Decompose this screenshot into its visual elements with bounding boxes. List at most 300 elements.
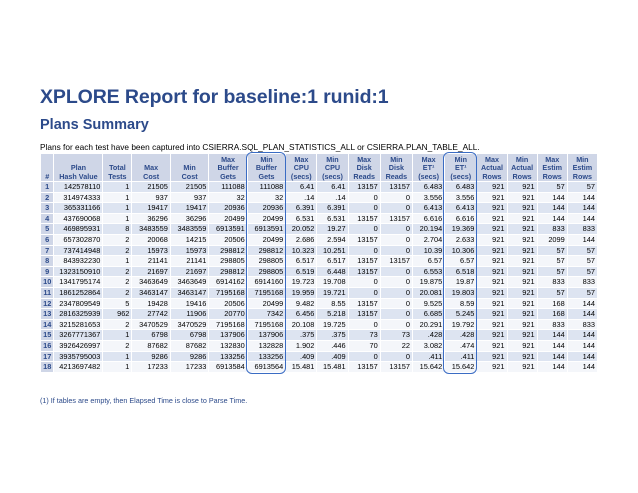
table-cell: 21141	[171, 256, 208, 266]
table-cell: 19.27	[317, 224, 347, 234]
table-cell: 921	[508, 203, 537, 213]
column-header-line: Min	[576, 154, 589, 164]
table-cell: 921	[508, 299, 537, 309]
row-number: 1	[41, 182, 53, 192]
table-cell: 833	[538, 320, 567, 330]
table-cell: 57	[538, 182, 567, 192]
table-cell: .409	[286, 352, 316, 362]
table-row	[41, 235, 597, 245]
row-number: 4	[41, 214, 53, 224]
column-header-line: (secs)	[290, 171, 312, 181]
table-cell: 20.081	[413, 288, 444, 298]
table-row	[41, 288, 597, 298]
table-cell: 469895931	[54, 224, 102, 234]
table-cell: 298805	[248, 256, 285, 266]
table-cell: 137906	[248, 330, 285, 340]
column-header-line: (secs)	[322, 171, 343, 181]
table-cell: 6.483	[445, 182, 476, 192]
table-cell: 0	[349, 277, 380, 287]
table-cell: 15.481	[317, 362, 347, 372]
table-cell: .411	[445, 352, 476, 362]
table-row	[41, 214, 597, 224]
table-cell: 921	[477, 320, 506, 330]
table-cell: 21697	[132, 267, 169, 277]
table-cell: 144	[568, 362, 597, 372]
table-cell: 144	[538, 341, 567, 351]
row-number: 14	[41, 320, 53, 330]
table-cell: 7195168	[209, 320, 246, 330]
table-cell: 57	[568, 246, 597, 256]
table-cell: .409	[317, 352, 347, 362]
table-cell: 921	[508, 246, 537, 256]
table-cell: 19.959	[286, 288, 316, 298]
table-cell: 87682	[132, 341, 169, 351]
table-cell: 1.902	[286, 341, 316, 351]
table-cell: 8.55	[317, 299, 347, 309]
table-cell: 13157	[349, 182, 380, 192]
table-cell: 73	[381, 330, 412, 340]
table-cell: 132830	[209, 341, 246, 351]
table-cell: 298812	[248, 246, 285, 256]
column-header-line: Min	[515, 154, 529, 164]
table-cell: 13157	[349, 235, 380, 245]
table-cell: 6.391	[286, 203, 316, 213]
table-row	[41, 299, 597, 309]
table-cell: 6798	[171, 330, 208, 340]
table-cell: 3463147	[171, 288, 208, 298]
column-header-line: Max	[294, 154, 309, 164]
column-header-line: Rows	[512, 171, 532, 181]
table-cell: 144	[568, 193, 597, 203]
table-cell: 3463649	[132, 277, 169, 287]
table-cell: 19.708	[317, 277, 347, 287]
table-cell: 921	[477, 352, 506, 362]
table-cell: 1	[103, 352, 131, 362]
table-cell: 9.482	[286, 299, 316, 309]
table-cell: 144	[568, 235, 597, 245]
table-cell: 0	[349, 246, 380, 256]
table-cell: 2	[103, 277, 131, 287]
table-cell: 921	[477, 224, 506, 234]
column-header	[54, 154, 102, 181]
column-header-line: Min	[183, 163, 196, 173]
table-cell: 6.616	[445, 214, 476, 224]
table-cell: 13157	[349, 299, 380, 309]
table-cell: 921	[477, 182, 506, 192]
column-header	[349, 154, 380, 181]
table-cell: 2	[103, 320, 131, 330]
table-cell: 737414948	[54, 246, 102, 256]
column-header-line: Estim	[572, 163, 593, 173]
table-cell: 6.57	[413, 256, 444, 266]
table-cell: 70	[349, 341, 380, 351]
table-cell: 921	[477, 309, 506, 319]
table-cell: 20936	[209, 203, 246, 213]
column-header-line: Actual	[511, 163, 534, 173]
table-cell: 4213697482	[54, 362, 102, 372]
table-cell: 921	[508, 267, 537, 277]
column-header-line: Min	[260, 154, 273, 164]
table-cell: 132828	[248, 341, 285, 351]
table-cell: 3.082	[413, 341, 444, 351]
column-header	[508, 154, 537, 181]
table-cell: 6.483	[413, 182, 444, 192]
table-cell: 2816325939	[54, 309, 102, 319]
table-cell: 2	[103, 288, 131, 298]
table-cell: 19.723	[286, 277, 316, 287]
table-row	[41, 182, 597, 192]
table-cell: 6.685	[413, 309, 444, 319]
table-cell: 2.704	[413, 235, 444, 245]
table-cell: .428	[413, 330, 444, 340]
table-cell: 36296	[132, 214, 169, 224]
table-cell: 833	[538, 277, 567, 287]
table-cell: 9.525	[413, 299, 444, 309]
table-cell: 1	[103, 193, 131, 203]
table-cell: 3483559	[171, 224, 208, 234]
table-cell: .14	[286, 193, 316, 203]
table-cell: 0	[381, 267, 412, 277]
table-cell: 0	[381, 288, 412, 298]
table-cell: 13157	[381, 182, 412, 192]
table-cell: 6.519	[286, 267, 316, 277]
table-cell: 1	[103, 330, 131, 340]
row-number: 5	[41, 224, 53, 234]
table-cell: 10.39	[413, 246, 444, 256]
table-cell: .375	[286, 330, 316, 340]
table-cell: 1323150910	[54, 267, 102, 277]
table-body	[41, 182, 597, 372]
table-cell: 833	[568, 277, 597, 287]
table-cell: 144	[538, 330, 567, 340]
table-cell: 921	[508, 182, 537, 192]
table-cell: 921	[477, 288, 506, 298]
table-cell: 2	[103, 246, 131, 256]
table-cell: 13157	[381, 214, 412, 224]
table-cell: 2	[103, 267, 131, 277]
table-cell: 6.448	[317, 267, 347, 277]
table-cell: 3935795003	[54, 352, 102, 362]
table-cell: 298805	[248, 267, 285, 277]
table-cell: 32	[248, 193, 285, 203]
table-cell: 0	[349, 193, 380, 203]
section-title: Plans Summary	[40, 117, 149, 133]
table-cell: 142578110	[54, 182, 102, 192]
row-number: 18	[41, 362, 53, 372]
table-cell: 6.518	[445, 267, 476, 277]
table-cell: 0	[381, 299, 412, 309]
table-cell: 7195168	[248, 320, 285, 330]
table-cell: 365331166	[54, 203, 102, 213]
table-cell: 921	[508, 341, 537, 351]
table-cell: 8.59	[445, 299, 476, 309]
table-cell: 36296	[171, 214, 208, 224]
table-cell: 0	[349, 224, 380, 234]
table-cell: 921	[477, 235, 506, 245]
table-cell: 137906	[209, 330, 246, 340]
table-cell: 20936	[248, 203, 285, 213]
column-header	[381, 154, 412, 181]
table-cell: 19.369	[445, 224, 476, 234]
table-cell: 10.323	[286, 246, 316, 256]
column-header-line: Reads	[353, 171, 375, 181]
table-cell: 8	[103, 224, 131, 234]
table-cell: 87682	[171, 341, 208, 351]
table-cell: 13157	[349, 214, 380, 224]
table-cell: 19.803	[445, 288, 476, 298]
table-cell: 921	[477, 341, 506, 351]
table-cell: 57	[568, 267, 597, 277]
column-header	[103, 154, 131, 181]
row-number: 17	[41, 352, 53, 362]
table-cell: 921	[477, 246, 506, 256]
table-cell: 6.41	[286, 182, 316, 192]
table-cell: 0	[381, 193, 412, 203]
column-header-line: CPU	[324, 163, 341, 173]
table-cell: 833	[568, 224, 597, 234]
column-header-line: Buffer	[217, 163, 239, 173]
table-cell: 6.413	[445, 203, 476, 213]
table-cell: 833	[568, 320, 597, 330]
table-cell: 3926426997	[54, 341, 102, 351]
table-cell: 1861252864	[54, 288, 102, 298]
table-row	[41, 330, 597, 340]
table-cell: 298812	[209, 246, 246, 256]
table-cell: 6.531	[286, 214, 316, 224]
table-cell: 2.594	[317, 235, 347, 245]
row-number: 6	[41, 235, 53, 245]
table-cell: 19.875	[413, 277, 444, 287]
row-number: 7	[41, 246, 53, 256]
table-cell: 20499	[248, 235, 285, 245]
column-header-line: Plan	[70, 163, 86, 173]
column-header-line: Hash Value	[59, 171, 98, 181]
column-header-line: Actual	[480, 163, 503, 173]
table-cell: 17233	[132, 362, 169, 372]
table-cell: 144	[538, 203, 567, 213]
table-cell: 921	[477, 256, 506, 266]
table-cell: 13157	[381, 256, 412, 266]
table-cell: 133256	[248, 352, 285, 362]
column-header-line: Max	[484, 154, 499, 164]
footnote: (1) If tables are empty, then Elapsed Time is close to Parse Time.	[40, 396, 248, 405]
table-cell: 2.633	[445, 235, 476, 245]
table-cell: 921	[477, 203, 506, 213]
column-header	[413, 154, 444, 181]
table-cell: 13157	[349, 267, 380, 277]
table-cell: 0	[381, 235, 412, 245]
table-cell: 73	[349, 330, 380, 340]
column-header-line: Rows	[542, 171, 562, 181]
table-cell: 921	[477, 277, 506, 287]
table-cell: 20770	[209, 309, 246, 319]
table-cell: 6.57	[445, 256, 476, 266]
table-cell: 6.531	[317, 214, 347, 224]
table-cell: 21141	[132, 256, 169, 266]
column-header	[132, 154, 169, 181]
table-cell: 0	[381, 352, 412, 362]
column-header-line: Estim	[542, 163, 562, 173]
column-header-line: Disk	[388, 163, 404, 173]
table-cell: 0	[381, 320, 412, 330]
column-header-line: Buffer	[255, 163, 278, 173]
table-cell: 27742	[132, 309, 169, 319]
table-cell: 1	[103, 214, 131, 224]
column-header	[568, 154, 597, 181]
table-cell: 5.218	[317, 309, 347, 319]
table-cell: 6.391	[317, 203, 347, 213]
column-header-line: Disk	[356, 163, 372, 173]
table-cell: 3470529	[132, 320, 169, 330]
table-cell: 57	[568, 288, 597, 298]
table-cell: 6.41	[317, 182, 347, 192]
table-cell: 6.517	[286, 256, 316, 266]
table-cell: 7195168	[248, 288, 285, 298]
table-cell: 843932230	[54, 256, 102, 266]
column-header	[248, 154, 285, 181]
table-row	[41, 309, 597, 319]
column-header-line: Reads	[385, 171, 408, 181]
table-cell: 111088	[209, 182, 246, 192]
report-title: XPLORE Report for baseline:1 runid:1	[40, 86, 389, 108]
table-cell: 19.721	[317, 288, 347, 298]
column-header-line: ET¹	[422, 163, 435, 173]
table-cell: 6.616	[413, 214, 444, 224]
table-cell: 9286	[171, 352, 208, 362]
table-cell: 57	[538, 288, 567, 298]
table-cell: 13157	[381, 362, 412, 372]
table-cell: .375	[317, 330, 347, 340]
table-cell: 1	[103, 256, 131, 266]
table-cell: 17233	[171, 362, 208, 372]
column-header-line: Rows	[572, 171, 592, 181]
column-header-line: Rows	[482, 171, 502, 181]
table-cell: 21505	[171, 182, 208, 192]
table-cell: 0	[381, 277, 412, 287]
intro-text: Plans for each test have been captured into CSIERRA.SQL_PLAN_STATISTICS_ALL or CSIERRA.PLAN_TABLE_ALL.	[40, 142, 480, 152]
table-cell: 6798	[132, 330, 169, 340]
table-cell: 9286	[132, 352, 169, 362]
table-cell: 19416	[171, 299, 208, 309]
table-cell: 13157	[349, 256, 380, 266]
table-cell: 168	[538, 299, 567, 309]
table-cell: 2347809549	[54, 299, 102, 309]
table-cell: .428	[445, 330, 476, 340]
column-header-line: Gets	[220, 171, 237, 181]
table-cell: 15973	[171, 246, 208, 256]
table-cell: 921	[508, 362, 537, 372]
table-cell: 921	[508, 256, 537, 266]
table-cell: 15.642	[445, 362, 476, 372]
table-cell: 921	[508, 193, 537, 203]
column-header	[286, 154, 316, 181]
table-cell: 7342	[248, 309, 285, 319]
table-cell: 15.481	[286, 362, 316, 372]
table-cell: 937	[171, 193, 208, 203]
table-cell: 57	[538, 246, 567, 256]
table-cell: .411	[413, 352, 444, 362]
column-header-line: Cost	[181, 171, 198, 181]
table-cell: 3470529	[171, 320, 208, 330]
table-cell: 15973	[132, 246, 169, 256]
table-cell: .446	[317, 341, 347, 351]
table-cell: 6914160	[248, 277, 285, 287]
table-cell: 21505	[132, 182, 169, 192]
table-cell: 5	[103, 299, 131, 309]
table-cell: 11906	[171, 309, 208, 319]
column-header-line: Max	[357, 154, 372, 164]
table-cell: 437690068	[54, 214, 102, 224]
table-cell: 20.052	[286, 224, 316, 234]
column-header-line: (secs)	[418, 171, 439, 181]
table-cell: 298812	[209, 267, 246, 277]
row-number: 2	[41, 193, 53, 203]
table-cell: 6.517	[317, 256, 347, 266]
table-cell: 57	[568, 256, 597, 266]
table-cell: 921	[477, 267, 506, 277]
table-cell: 298805	[209, 256, 246, 266]
table-cell: 921	[508, 320, 537, 330]
table-cell: 144	[568, 330, 597, 340]
table-cell: 20499	[248, 214, 285, 224]
column-header-line: Min	[326, 154, 339, 164]
table-cell: 1	[103, 362, 131, 372]
table-cell: 921	[508, 288, 537, 298]
column-header	[538, 154, 567, 181]
table-cell: 6913584	[209, 362, 246, 372]
table-cell: 32	[209, 193, 246, 203]
table-row	[41, 352, 597, 362]
table-cell: 314974333	[54, 193, 102, 203]
row-number: 11	[41, 288, 53, 298]
plans-summary-table	[40, 153, 598, 373]
column-header-line: Tests	[108, 171, 127, 181]
table-cell: 20499	[209, 214, 246, 224]
table-row	[41, 277, 597, 287]
column-header-line: Min	[454, 154, 467, 164]
table-cell: 6.553	[413, 267, 444, 277]
row-number: 16	[41, 341, 53, 351]
table-row	[41, 193, 597, 203]
column-header	[171, 154, 208, 181]
table-cell: 20.291	[413, 320, 444, 330]
column-header	[445, 154, 476, 181]
row-number: 3	[41, 203, 53, 213]
table-cell: 144	[568, 214, 597, 224]
table-cell: 13157	[349, 362, 380, 372]
table-cell: 6.456	[286, 309, 316, 319]
table-cell: 19.87	[445, 277, 476, 287]
table-cell: 921	[477, 214, 506, 224]
table-cell: 20.194	[413, 224, 444, 234]
table-cell: 921	[477, 299, 506, 309]
column-header-line: Max	[421, 154, 436, 164]
table-cell: 144	[538, 362, 567, 372]
table-cell: 937	[132, 193, 169, 203]
table-cell: 921	[508, 352, 537, 362]
table-row	[41, 256, 597, 266]
table-cell: 2	[103, 235, 131, 245]
table-cell: 0	[349, 320, 380, 330]
row-number: 15	[41, 330, 53, 340]
column-header-line: #	[45, 171, 50, 181]
table-cell: 20068	[132, 235, 169, 245]
table-cell: 20.108	[286, 320, 316, 330]
table-row	[41, 362, 597, 372]
row-number: 12	[41, 299, 53, 309]
table-cell: .474	[445, 341, 476, 351]
table-row	[41, 224, 597, 234]
